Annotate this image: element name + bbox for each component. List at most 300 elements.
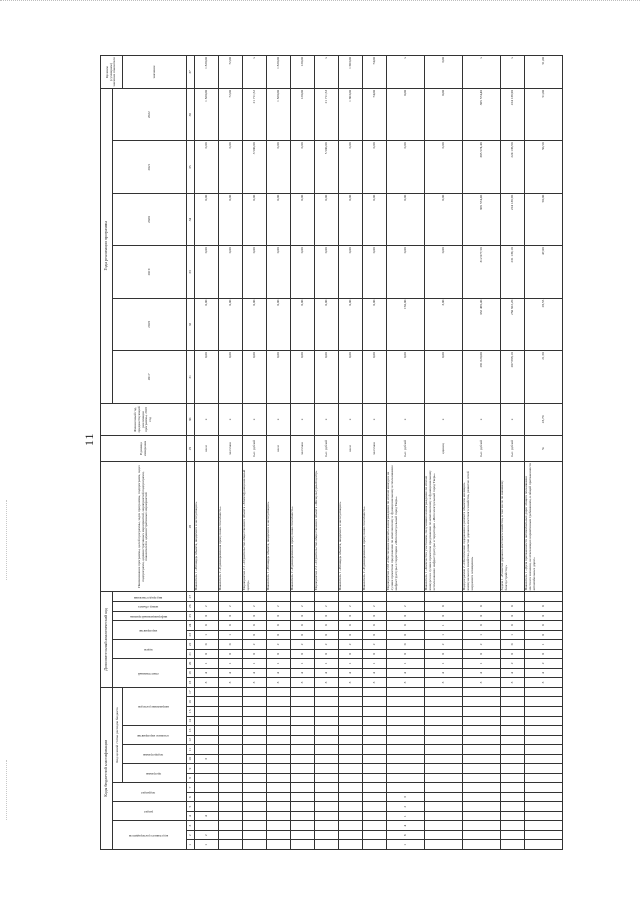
table-row: [363, 56, 387, 850]
code-cell: 1: [243, 659, 267, 669]
code-cell: [219, 707, 243, 717]
header-year: 2020: [113, 193, 187, 245]
header-program: [123, 764, 187, 783]
header-subsection-text: подраздел: [141, 791, 156, 796]
row-year-value: 0,00: [363, 351, 387, 403]
code-cell: [501, 802, 525, 812]
code-cell: 0: [363, 649, 387, 659]
column-number: 15: [187, 707, 195, 717]
row-year-value: 281 620,00: [463, 351, 501, 403]
table-row: [243, 56, 267, 850]
code-cell: [195, 773, 219, 783]
code-cell: [219, 802, 243, 812]
code-cell: [267, 726, 291, 736]
code-cell: [525, 592, 563, 602]
code-cell: 4: [425, 668, 463, 678]
code-cell: 1: [425, 659, 463, 669]
header-fin-year: Финансовый год, предшествующий реализации программы, 2016 год: [101, 403, 187, 436]
code-cell: [463, 811, 501, 821]
row-year-value: 1 820,00: [195, 88, 219, 140]
code-cell: [363, 840, 387, 850]
row-prev-year: x: [267, 403, 291, 436]
header-info-item-text: информационный признак: [129, 614, 168, 619]
code-cell: [195, 726, 219, 736]
column-number: 12: [187, 735, 195, 745]
code-cell: 0: [501, 611, 525, 621]
code-cell: [243, 821, 267, 831]
code-cell: [339, 726, 363, 736]
code-cell: [243, 830, 267, 840]
code-cell: [525, 745, 563, 755]
header-years-group: Годы реализации программы: [101, 88, 113, 403]
row-year-value: 0,00: [291, 351, 315, 403]
code-cell: [425, 830, 463, 840]
code-cell: [387, 716, 425, 726]
code-cell: 1: [425, 630, 463, 640]
row-target-value: 1 820,00: [267, 56, 291, 89]
code-cell: 3: [387, 678, 425, 688]
code-cell: 1: [387, 811, 425, 821]
row-year-value: 21 711,53: [315, 88, 339, 140]
code-cell: [195, 783, 219, 793]
row-unit: чел/смен: [219, 436, 243, 462]
code-cell: [501, 783, 525, 793]
code-cell: [243, 716, 267, 726]
code-cell: [315, 716, 339, 726]
row-year-value: 51,00: [525, 88, 563, 140]
row-year-value: 0,00: [363, 193, 387, 245]
header-events-text: мероприятие: [139, 628, 158, 633]
code-cell: [195, 707, 219, 717]
row-target-value: 1 663,00: [339, 56, 363, 89]
table-row: [525, 56, 563, 850]
row-unit: тыс. рублей: [315, 436, 339, 462]
header-main-event-text: основное мероприятие: [137, 734, 170, 739]
code-cell: 0: [267, 611, 291, 621]
code-cell: [291, 792, 315, 802]
column-number: 22: [187, 640, 195, 650]
code-cell: [525, 802, 563, 812]
code-cell: 0: [291, 621, 315, 631]
row-year-value: 332 465,40: [463, 298, 501, 350]
code-cell: [243, 802, 267, 812]
code-cell: [195, 592, 219, 602]
column-number: 2: [187, 830, 195, 840]
code-cell: 6: [387, 830, 425, 840]
code-cell: 4: [315, 668, 339, 678]
code-cell: [315, 697, 339, 707]
column-number: 4: [187, 811, 195, 821]
code-cell: [501, 726, 525, 736]
code-cell: [463, 821, 501, 831]
row-prev-year: x: [501, 403, 525, 436]
row-name: Показатель 1 «Площадь объекта, вводимого в эксплуатацию»: [195, 461, 219, 592]
code-cell: [363, 773, 387, 783]
code-cell: 4: [219, 668, 243, 678]
code-cell: [387, 726, 425, 736]
row-target-value: x: [501, 56, 525, 89]
code-cell: 0: [195, 621, 219, 631]
code-cell: 0: [463, 621, 501, 631]
code-cell: [315, 811, 339, 821]
column-number: 11: [187, 745, 195, 755]
code-cell: [219, 773, 243, 783]
code-cell: [315, 840, 339, 850]
code-cell: 4: [243, 668, 267, 678]
row-prev-year: x: [219, 403, 243, 436]
code-cell: [425, 754, 463, 764]
code-cell: [501, 716, 525, 726]
code-cell: 0: [195, 611, 219, 621]
row-unit: тыс. рублей: [501, 436, 525, 462]
code-cell: [291, 811, 315, 821]
code-cell: [425, 745, 463, 755]
column-number: 6: [187, 792, 195, 802]
row-name: Показатель 1 «Площадь объекта, вводимого в эксплуатацию»: [339, 461, 363, 592]
code-cell: [425, 783, 463, 793]
row-year-value: 50,50: [525, 141, 563, 193]
header-program-text: программа: [145, 772, 162, 777]
code-cell: [339, 754, 363, 764]
header-event-direction-text: направление расходов: [138, 705, 170, 710]
row-year-value: 3 500,00: [243, 141, 267, 193]
code-cell: [463, 735, 501, 745]
code-cell: [195, 735, 219, 745]
row-prev-year: x: [425, 403, 463, 436]
code-cell: [243, 745, 267, 755]
header-additional: Дополнительный аналитический код: [101, 592, 113, 687]
row-name: Показатель 2 «Единовременная пропускная способность»: [363, 461, 387, 592]
row-name: Подпрограмма 2 «Обеспечение содержания и ремонта объектов жилищно-коммунального хозяйства, развитие дорожно-мостового хозяйства, развитие сетей наружного освещения»: [463, 461, 501, 592]
code-cell: [291, 716, 315, 726]
code-cell: [243, 773, 267, 783]
code-cell: [195, 764, 219, 774]
code-cell: 2: [195, 830, 219, 840]
code-cell: 0: [363, 621, 387, 631]
code-cell: 0: [219, 640, 243, 650]
code-cell: [291, 830, 315, 840]
row-year-value: 0,00: [195, 141, 219, 193]
row-unit: кв.м: [339, 436, 363, 462]
code-cell: 2: [425, 640, 463, 650]
row-year-value: 0,00: [195, 246, 219, 298]
row-year-value: 0,00: [243, 298, 267, 350]
row-prev-year: 23,70: [525, 403, 563, 436]
code-cell: 1: [463, 630, 501, 640]
code-cell: 0: [525, 630, 563, 640]
code-cell: 4: [291, 668, 315, 678]
row-name: Показатель 2 «Единовременная пропускная способность»: [219, 461, 243, 592]
code-cell: [291, 687, 315, 697]
row-year-value: 0,00: [315, 246, 339, 298]
code-cell: 2: [315, 601, 339, 611]
code-cell: [219, 687, 243, 697]
row-prev-year: x: [463, 403, 501, 436]
code-cell: [387, 754, 425, 764]
code-cell: 2: [339, 640, 363, 650]
row-year-value: 0,00: [387, 141, 425, 193]
code-cell: [219, 783, 243, 793]
code-cell: [195, 745, 219, 755]
code-cell: 3: [315, 678, 339, 688]
code-cell: [463, 716, 501, 726]
code-cell: [425, 592, 463, 602]
code-cell: [267, 811, 291, 821]
row-year-value: 0,00: [219, 141, 243, 193]
header-extra-type: [113, 592, 187, 602]
code-cell: [425, 773, 463, 783]
code-cell: [243, 783, 267, 793]
table-row: [195, 56, 219, 850]
code-cell: 1: [291, 659, 315, 669]
column-number: 17: [187, 687, 195, 697]
code-cell: 2: [525, 659, 563, 669]
code-cell: [525, 792, 563, 802]
code-cell: [425, 792, 463, 802]
row-unit: чел/смен: [363, 436, 387, 462]
code-cell: [525, 687, 563, 697]
code-cell: 3: [291, 678, 315, 688]
column-number: 24: [187, 621, 195, 631]
code-cell: [267, 716, 291, 726]
code-cell: [363, 754, 387, 764]
row-year-value: 72,00: [219, 88, 243, 140]
code-cell: [291, 735, 315, 745]
row-target-value: 3,00: [425, 56, 463, 89]
code-cell: [243, 592, 267, 602]
code-cell: [315, 735, 339, 745]
code-cell: [195, 716, 219, 726]
row-year-value: 0,00: [291, 141, 315, 193]
row-year-value: 0,00: [339, 193, 363, 245]
scan-margin-dots: [6, 500, 9, 580]
code-cell: [243, 792, 267, 802]
header-events: [113, 621, 187, 640]
code-cell: 3: [219, 678, 243, 688]
code-cell: [339, 830, 363, 840]
code-cell: 1: [219, 630, 243, 640]
code-cell: [501, 773, 525, 783]
row-target-value: 51,00: [525, 56, 563, 89]
code-cell: [219, 764, 243, 774]
row-target-value: 72,00: [219, 56, 243, 89]
code-cell: [315, 754, 339, 764]
code-cell: 0: [501, 640, 525, 650]
code-cell: 3: [267, 678, 291, 688]
row-year-value: 0,00: [425, 351, 463, 403]
row-year-value: 207 698,10: [501, 351, 525, 403]
code-cell: 1: [195, 840, 219, 850]
code-cell: 2: [267, 601, 291, 611]
code-cell: [363, 764, 387, 774]
code-cell: 2: [291, 640, 315, 650]
code-cell: [267, 783, 291, 793]
code-cell: 0: [525, 649, 563, 659]
row-name: Мероприятие 2.03 «Обеспечение выплаты вознаграждения по итогам конкурса на лучшее проектное предложение по комплексному и функциональному использованию инфраструктуры и территории «Интеллектуальный город Тверь»: [387, 461, 425, 592]
header-responsible-text: ответственный: [138, 671, 160, 676]
column-number: 18: [187, 678, 195, 688]
column-number: 7: [187, 783, 195, 793]
row-prev-year: x: [195, 403, 219, 436]
code-cell: [525, 716, 563, 726]
row-year-value: 312 077,50: [463, 246, 501, 298]
code-cell: [525, 773, 563, 783]
code-cell: 1: [219, 659, 243, 669]
code-cell: 0: [219, 649, 243, 659]
row-year-value: 0,00: [387, 246, 425, 298]
code-cell: [267, 840, 291, 850]
code-cell: [525, 830, 563, 840]
row-unit: тыс. рублей: [387, 436, 425, 462]
row-year-value: 0,00: [339, 351, 363, 403]
code-cell: [315, 726, 339, 736]
code-cell: 2: [291, 601, 315, 611]
code-cell: [267, 687, 291, 697]
code-cell: [363, 821, 387, 831]
row-name: Показатель 1 «Количество участников, получивших вознаграждение по итогам конкурса на лучшее проектное предложение по комплексному и функциональному использованию инфраструктуры и территории «Интеллектуальный город Тверь»: [425, 461, 463, 592]
row-year-value: 150,00: [387, 298, 425, 350]
row-year-value: 21,50: [525, 351, 563, 403]
code-cell: [267, 821, 291, 831]
code-cell: 0: [243, 621, 267, 631]
code-cell: 1: [425, 621, 463, 631]
code-cell: 0: [315, 621, 339, 631]
row-year-value: 0,00: [195, 298, 219, 350]
row-year-value: 0,00: [267, 193, 291, 245]
budget-program-table: [100, 55, 563, 850]
code-cell: [425, 840, 463, 850]
row-year-value: 0,00: [267, 141, 291, 193]
row-year-value: 0,00: [425, 246, 463, 298]
code-cell: 2: [243, 601, 267, 611]
column-number: 21: [187, 649, 195, 659]
code-cell: 0: [243, 630, 267, 640]
code-cell: [463, 830, 501, 840]
code-cell: [363, 726, 387, 736]
code-cell: [463, 726, 501, 736]
code-cell: [501, 830, 525, 840]
row-year-value: 0,00: [363, 246, 387, 298]
code-cell: [387, 687, 425, 697]
row-year-value: 224 136,90: [501, 141, 525, 193]
code-cell: 2: [195, 601, 219, 611]
row-year-value: 0,00: [315, 193, 339, 245]
code-cell: [425, 821, 463, 831]
column-number: 1: [187, 840, 195, 850]
code-cell: [501, 735, 525, 745]
row-year-value: 0,00: [363, 141, 387, 193]
code-cell: [315, 783, 339, 793]
code-cell: 2: [243, 640, 267, 650]
code-cell: [363, 735, 387, 745]
code-cell: 3: [339, 678, 363, 688]
code-cell: [267, 697, 291, 707]
code-cell: 0: [501, 601, 525, 611]
code-cell: [525, 697, 563, 707]
code-cell: [315, 592, 339, 602]
row-year-value: 0,00: [243, 351, 267, 403]
row-unit: тыс. рублей: [243, 436, 267, 462]
row-year-value: 0,00: [267, 298, 291, 350]
code-cell: [363, 802, 387, 812]
code-cell: [243, 735, 267, 745]
code-cell: [463, 783, 501, 793]
code-cell: [501, 840, 525, 850]
column-number: 30: [187, 403, 195, 436]
rotated-table-sheet: [100, 55, 545, 850]
code-cell: [501, 592, 525, 602]
row-target-value: 1 820,00: [195, 56, 219, 89]
code-cell: [315, 745, 339, 755]
code-cell: [387, 735, 425, 745]
code-cell: 3: [195, 678, 219, 688]
code-cell: [501, 707, 525, 717]
code-cell: 0: [315, 649, 339, 659]
row-prev-year: x: [339, 403, 363, 436]
code-cell: [363, 687, 387, 697]
code-cell: 1: [387, 840, 425, 850]
code-cell: 4: [387, 668, 425, 678]
column-number: 28: [187, 461, 195, 592]
column-number: 32: [187, 298, 195, 350]
code-cell: 2: [219, 601, 243, 611]
code-cell: [525, 840, 563, 850]
header-year: 2021: [113, 141, 187, 193]
code-cell: [363, 783, 387, 793]
table-row: [219, 56, 243, 850]
code-cell: 3: [363, 678, 387, 688]
row-year-value: 231 139,10: [501, 246, 525, 298]
code-cell: 0: [243, 649, 267, 659]
code-cell: 0: [339, 611, 363, 621]
code-cell: [501, 687, 525, 697]
column-number: 31: [187, 351, 195, 403]
code-cell: [501, 745, 525, 755]
code-cell: [267, 735, 291, 745]
row-year-value: 0,00: [339, 298, 363, 350]
row-year-value: 224 136,90: [501, 88, 525, 140]
code-cell: [425, 735, 463, 745]
code-cell: [339, 687, 363, 697]
code-cell: 1: [463, 659, 501, 669]
column-number: 20: [187, 659, 195, 669]
code-cell: [501, 754, 525, 764]
column-number: 29: [187, 436, 195, 462]
header-year: 2017: [113, 351, 187, 403]
code-cell: [243, 754, 267, 764]
code-cell: 2: [463, 640, 501, 650]
code-cell: [195, 697, 219, 707]
row-year-value: 50,00: [525, 193, 563, 245]
row-year-value: 21 711,52: [243, 88, 267, 140]
row-year-value: 0,00: [339, 141, 363, 193]
code-cell: [195, 687, 219, 697]
code-cell: [339, 707, 363, 717]
code-cell: 0: [425, 649, 463, 659]
code-cell: [195, 802, 219, 812]
code-cell: [501, 697, 525, 707]
header-tasks: [113, 640, 187, 659]
code-cell: 1: [525, 640, 563, 650]
row-unit: кв.м: [195, 436, 219, 462]
row-prev-year: x: [387, 403, 425, 436]
row-name: Показатель 1 «Площадь объекта, вводимого в эксплуатацию»: [267, 461, 291, 592]
code-cell: [339, 716, 363, 726]
code-cell: 0: [195, 649, 219, 659]
row-year-value: 0,00: [291, 193, 315, 245]
code-cell: [525, 735, 563, 745]
row-year-value: 0,00: [291, 246, 315, 298]
